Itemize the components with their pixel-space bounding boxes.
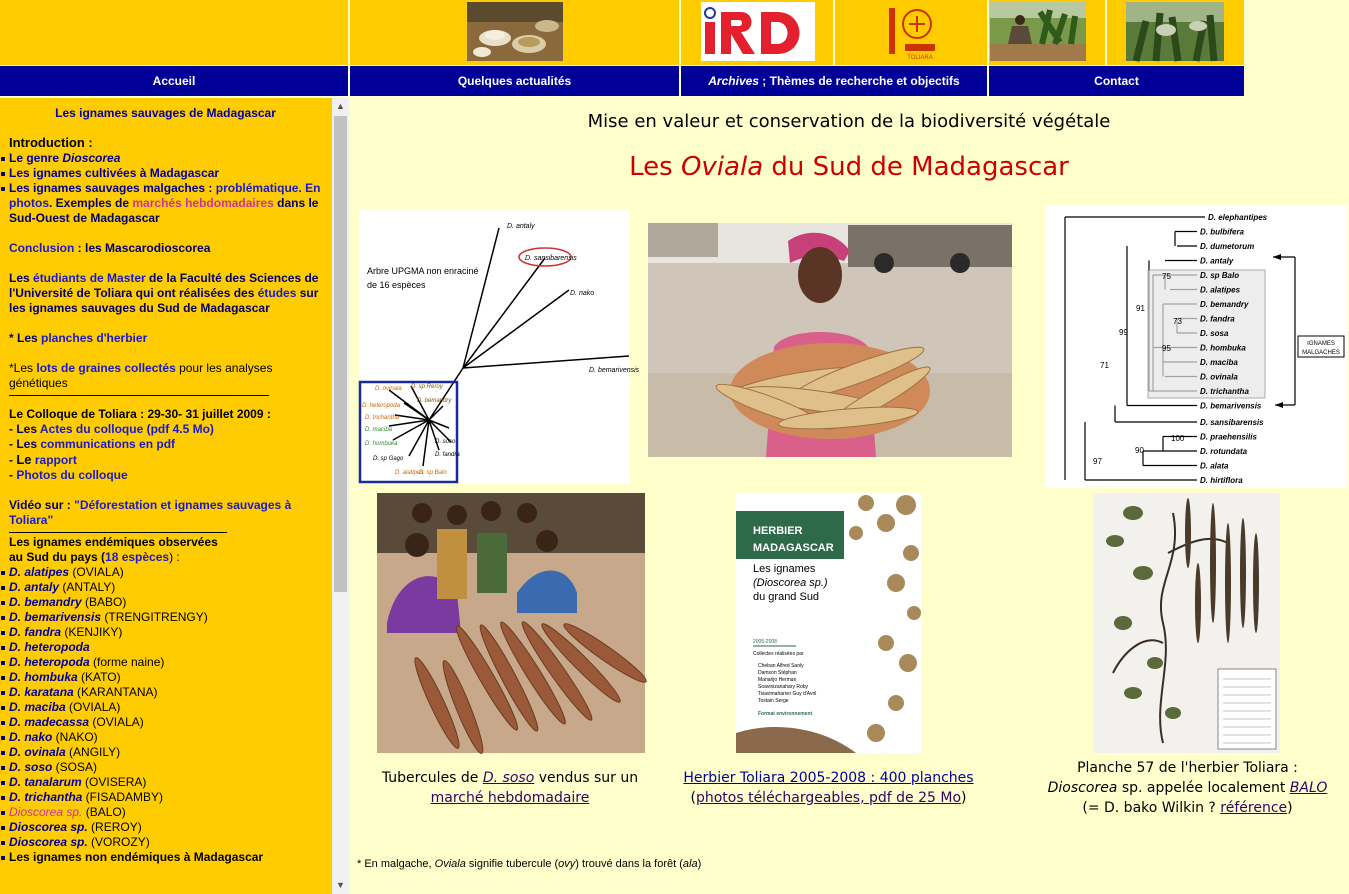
book-name: Tostain Serge xyxy=(758,698,789,704)
upgma-caption: Arbre UPGMA non enraciné xyxy=(367,266,479,276)
book-name: Manarijo Herman xyxy=(758,677,797,683)
species-local-name: (OVISERA) xyxy=(81,775,147,789)
colloque-comms[interactable] xyxy=(9,437,332,452)
herbier-link[interactable]: planches d'herbier xyxy=(41,331,148,345)
species-name[interactable]: D. tanalarum xyxy=(9,775,82,789)
scroll-down-icon[interactable]: ▼ xyxy=(336,880,345,890)
book-name: Tsiavimaharivo Guy d'Avril xyxy=(758,691,817,697)
bootstrap-label: 71 xyxy=(1100,361,1109,370)
nav-archives-italic: Archives xyxy=(708,74,759,88)
footnote-text: signifie tubercule ( xyxy=(465,858,559,870)
species-name[interactable]: D. trichantha xyxy=(9,790,83,804)
colloque-rapport[interactable] xyxy=(9,452,332,468)
title-oviala: Oviala xyxy=(680,152,764,182)
species-item[interactable] xyxy=(9,745,332,760)
reference-link[interactable]: référence xyxy=(1220,800,1288,816)
cladogram-figure[interactable] xyxy=(1045,205,1347,488)
photos-pdf-link[interactable]: photos téléchargeables, pdf de 25 Mo xyxy=(695,790,962,806)
clado-taxon: D. sansibarensis xyxy=(1200,418,1264,427)
top-banner xyxy=(0,0,1347,65)
page-subtitle: Mise en valeur et conservation de la biodiversité végétale xyxy=(587,111,1111,132)
book-format: Format environnement xyxy=(758,711,813,717)
species-item[interactable] xyxy=(9,580,332,595)
genus-name: Dioscorea xyxy=(62,151,121,165)
species-item[interactable] xyxy=(9,715,332,730)
footnote-text: Oviala xyxy=(434,858,466,870)
clado-taxon: D. elephantipes xyxy=(1208,213,1268,222)
colloque-dash: - Les xyxy=(9,422,40,436)
upgma-box-label: D. hombuka xyxy=(365,441,398,447)
upgma-box-label: D. trichantha xyxy=(365,415,400,421)
rapport-link[interactable]: rapport xyxy=(31,453,77,467)
species-item[interactable] xyxy=(9,625,332,640)
herbier-toliara-link[interactable]: Herbier Toliara 2005-2008 : 400 planches xyxy=(683,770,974,786)
species-item[interactable] xyxy=(9,700,332,715)
caption-text: sp. appelée localement xyxy=(1117,780,1290,796)
species-local-name: (ANTALY) xyxy=(59,580,116,594)
students-text-3: sur les ignames sauvages du Sud de Madagascar xyxy=(9,286,319,315)
toliara-logo[interactable] xyxy=(885,2,941,61)
banner-blank-cell xyxy=(0,0,348,65)
students-text: Les xyxy=(9,271,34,285)
balo-link[interactable]: BALO xyxy=(1289,780,1328,796)
upgma-box-label: D. alatipes xyxy=(395,470,424,476)
soso-link[interactable]: D. soso xyxy=(482,770,535,786)
species-local-name: (FISADAMBY) xyxy=(82,790,164,804)
clado-taxon: D. fandra xyxy=(1200,314,1235,324)
clado-taxon: D. alata xyxy=(1200,461,1229,471)
colloque-dash: - xyxy=(9,453,17,467)
species-list xyxy=(9,565,332,850)
clado-taxon: D. rotundata xyxy=(1200,447,1248,456)
video-line[interactable] xyxy=(9,498,332,528)
caption-text: ( xyxy=(690,790,696,806)
species-item[interactable] xyxy=(9,730,332,745)
species-local-name: (SOSA) xyxy=(52,760,98,774)
nav-archives-label: ; Thèmes de recherche et objectifs xyxy=(758,74,960,88)
book-title: HERBIER xyxy=(753,525,803,537)
species-item[interactable] xyxy=(9,805,332,820)
market-tubers-photo[interactable] xyxy=(377,493,645,753)
sidebar-item-problem[interactable] xyxy=(9,181,332,226)
species-item[interactable] xyxy=(9,610,332,625)
title-part: du Sud de Madagascar xyxy=(763,152,1069,182)
book-subtitle: (Dioscorea sp.) xyxy=(753,577,828,589)
caption-text: vendus sur un xyxy=(534,770,639,786)
bootstrap-label: 99 xyxy=(1119,328,1128,337)
bootstrap-label: 91 xyxy=(1136,304,1145,313)
species-name[interactable]: D. bemarivensis xyxy=(9,610,102,624)
caption-planche xyxy=(1040,758,1335,818)
species-name[interactable]: Dioscorea sp. xyxy=(9,820,88,834)
page-title xyxy=(349,152,1349,182)
herbier-book-cover[interactable] xyxy=(736,493,921,753)
clado-taxon: D. sosa xyxy=(1200,329,1229,338)
sidebar-item-genus[interactable] xyxy=(9,151,332,166)
clado-taxon: D. trichantha xyxy=(1200,387,1249,396)
clado-taxon: D. alatipes xyxy=(1200,285,1241,295)
actes-link[interactable]: Actes du colloque xyxy=(39,422,144,436)
species-local-name: (ANGILY) xyxy=(65,745,121,759)
problem-text: Les ignames sauvages malgaches : xyxy=(9,181,216,195)
species-local-name: (NAKO) xyxy=(52,730,98,744)
species-local-name: (KATO) xyxy=(77,670,121,684)
footnote xyxy=(357,858,701,870)
upgma-caption: de 16 espèces xyxy=(367,280,426,290)
upgma-box-label: D. fandra xyxy=(435,452,460,458)
species-item[interactable] xyxy=(9,595,332,610)
caption-text: Dioscorea xyxy=(1047,780,1118,796)
seeds-text-2: pour les analyses génétiques xyxy=(9,361,273,390)
nav-news-label: Quelques actualités xyxy=(457,74,572,88)
caption-text: Planche 57 de l'herbier Toliara : xyxy=(1077,760,1298,776)
upgma-box-label: D. sp Reroy xyxy=(411,384,443,390)
students-link[interactable]: étudiants de Master xyxy=(33,271,146,285)
book-subtitle: du grand Sud xyxy=(753,591,820,603)
svg-text:TOLIARA: TOLIARA xyxy=(907,55,933,61)
nav-home[interactable] xyxy=(0,66,348,96)
species-name[interactable]: D. karatana xyxy=(9,685,74,699)
bootstrap-label: 100 xyxy=(1171,434,1185,443)
caption-text: ) xyxy=(961,790,967,806)
nav-contact-label: Contact xyxy=(1094,74,1139,88)
book-name: Soavinizanahary Roby xyxy=(758,684,809,690)
problem-link[interactable]: problématique. En photos xyxy=(9,181,321,210)
intro-heading: Introduction : xyxy=(9,135,93,150)
video-label: Vidéo sur : xyxy=(9,498,75,512)
students-paragraph xyxy=(9,271,332,316)
upgma-box-label: D. sp Gago xyxy=(373,456,404,462)
bootstrap-label: 95 xyxy=(1162,344,1171,353)
upgma-tree-figure[interactable] xyxy=(359,210,640,484)
conclusion-line[interactable] xyxy=(9,241,332,256)
sidebar xyxy=(0,98,332,894)
herbarium-sheet-photo[interactable] xyxy=(1093,493,1280,753)
upgma-label: D. antaly xyxy=(507,223,535,230)
photos-link[interactable]: Photos du colloque xyxy=(16,468,128,482)
clado-taxon: D. maciba xyxy=(1200,358,1238,367)
species-local-name: (OVIALA) xyxy=(65,700,121,714)
species-name[interactable]: D. heteropoda xyxy=(9,655,90,669)
species-name[interactable]: Dioscorea sp. xyxy=(9,835,88,849)
species-local-name: (KARANTANA) xyxy=(73,685,158,699)
species-item[interactable] xyxy=(9,835,332,850)
caption-text: Tubercules de xyxy=(381,770,483,786)
scroll-up-icon[interactable]: ▲ xyxy=(336,101,345,111)
video-link[interactable]: "Déforestation et ignames sauvages à Toliara" xyxy=(9,498,292,527)
endemic-heading: Les ignames endémiques observées xyxy=(9,535,218,549)
clado-taxon: D. bulbifera xyxy=(1200,227,1245,237)
clado-taxon: D. dumetorum xyxy=(1200,242,1255,251)
seeds-text: *Les xyxy=(9,361,37,375)
herbier-text: * Les xyxy=(9,331,42,345)
species-item[interactable] xyxy=(9,775,332,790)
clado-taxon: D. hombuka xyxy=(1200,343,1246,353)
sidebar-divider xyxy=(9,395,269,396)
clado-group-label: IGNAMES xyxy=(1307,341,1335,347)
species-name[interactable]: D. ovinala xyxy=(9,745,66,759)
footnote-text: ) trouvé dans la forêt ( xyxy=(575,858,683,870)
genus-label: Le genre xyxy=(9,151,63,165)
species-item[interactable] xyxy=(9,790,332,805)
colloque-photos[interactable] xyxy=(9,468,332,483)
upgma-box-label: D. sp Balo xyxy=(419,470,447,476)
species-local-name: (KENJIKY) xyxy=(61,625,123,639)
species-local-name: (OVIALA) xyxy=(69,565,124,579)
footnote-text: ovy xyxy=(558,858,576,870)
studies-link[interactable]: études xyxy=(257,286,297,300)
species-name[interactable]: D. fandra xyxy=(9,625,62,639)
clado-taxon: D. praehensilis xyxy=(1200,432,1257,442)
species-item[interactable] xyxy=(9,565,332,580)
banner-cell xyxy=(350,0,679,65)
markets-link[interactable]: marchés hebdomadaires xyxy=(132,196,274,210)
banner-cell xyxy=(835,0,987,65)
actes-size: (pdf 4.5 Mo) xyxy=(143,422,214,436)
clado-taxon: D. bemandry xyxy=(1200,300,1249,309)
banner-cell xyxy=(989,0,1105,65)
species-item[interactable] xyxy=(9,820,332,835)
upgma-label: D. sansibarensis xyxy=(525,255,577,262)
herbier-line[interactable] xyxy=(9,331,332,346)
sidebar-title: Les ignames sauvages de Madagascar xyxy=(55,106,276,120)
seeds-link[interactable]: lots de graines collectés xyxy=(36,361,176,375)
ird-logo[interactable] xyxy=(701,2,815,61)
book-subtitle: Les ignames xyxy=(753,563,816,575)
conclusion-link[interactable]: Conclusion xyxy=(9,241,75,255)
market-link[interactable]: marché hebdomadaire xyxy=(430,790,590,806)
species-name[interactable]: D. alatipes xyxy=(9,565,70,579)
sidebar-divider xyxy=(9,532,227,533)
species-name[interactable]: D. hombuka xyxy=(9,670,78,684)
sidebar-scrollbar[interactable] xyxy=(332,98,349,894)
species-local-name: (TRENGITRENGY) xyxy=(101,610,208,624)
colloque-actes[interactable] xyxy=(9,422,332,437)
colloque-title: Le Colloque de Toliara : 29-30- 31 juillet 2009 : xyxy=(9,407,271,421)
species-item[interactable] xyxy=(9,655,332,670)
footnote-text: ) xyxy=(697,858,702,870)
upgma-label: D. bemarivensis xyxy=(589,367,640,374)
footnote-text: * En malgache, xyxy=(357,858,435,870)
field-worker-photo xyxy=(990,2,1086,61)
nav-news[interactable] xyxy=(350,66,679,96)
colloque-dash: - xyxy=(9,468,17,482)
species-local-name: (OVIALA) xyxy=(89,715,144,729)
clado-taxon: D. bemarivensis xyxy=(1200,401,1262,411)
nav-archives[interactable] xyxy=(681,66,987,96)
bootstrap-label: 90 xyxy=(1135,446,1144,455)
girl-with-tubers-photo[interactable] xyxy=(648,223,1012,457)
species-local-name: (forme naine) xyxy=(89,655,165,669)
banner-cell xyxy=(1107,0,1244,65)
species-local-name: (VOROZY) xyxy=(87,835,150,849)
caption-text: (= D. bako Wilkin ? xyxy=(1082,800,1221,816)
species-local-name: (BABO) xyxy=(81,595,127,609)
colloque-dash: - Les xyxy=(9,437,41,451)
problem-text-3: dans le Sud-Ouest de Madagascar xyxy=(9,196,319,225)
upgma-box-label: D. ovinala xyxy=(375,386,402,392)
banner-cell xyxy=(681,0,833,65)
species-item[interactable] xyxy=(9,640,332,655)
scrollbar-thumb[interactable] xyxy=(334,116,347,592)
rapport-le: Le xyxy=(16,452,32,467)
caption-market xyxy=(370,768,650,808)
book-years: 2005-2008 xyxy=(753,639,777,645)
species-name[interactable]: D. antaly xyxy=(9,580,60,594)
caption-herbier xyxy=(670,768,987,808)
upgma-label: D. nako xyxy=(570,290,595,297)
endemic-text: au Sud du pays ( xyxy=(9,550,106,564)
bootstrap-label: 73 xyxy=(1173,317,1182,326)
nav-home-label: Accueil xyxy=(152,74,196,88)
caption-text: ) xyxy=(1287,800,1293,816)
upgma-box-label: D. maciba xyxy=(365,427,393,433)
endemic-number: 18 espèces xyxy=(105,550,170,564)
problem-text-2: . Exemples de xyxy=(49,196,133,210)
bootstrap-label: 75 xyxy=(1162,272,1171,281)
book-name: Cheban Alfred Saoly xyxy=(758,663,804,669)
species-item[interactable] xyxy=(9,760,332,775)
species-item[interactable] xyxy=(9,685,332,700)
upgma-box-label: D. bemandry xyxy=(417,398,452,404)
plant-photo xyxy=(1126,2,1224,61)
species-local-name: (BALO) xyxy=(82,805,126,819)
seeds-line xyxy=(9,361,332,391)
clado-taxon: D. ovinala xyxy=(1200,372,1238,382)
book-collect: Collectes réalisées par xyxy=(753,651,804,657)
species-name[interactable]: D. madecassa xyxy=(9,715,90,729)
book-title: MADAGASCAR xyxy=(753,542,834,554)
comms-link[interactable]: communications en pdf xyxy=(40,437,176,451)
species-name[interactable]: D. soso xyxy=(9,760,53,774)
species-name[interactable]: D. bemandry xyxy=(9,595,82,609)
sidebar-item-cultivated[interactable]: Les ignames cultivées à Madagascar xyxy=(9,166,332,181)
upgma-box-label: D. soso xyxy=(435,439,456,445)
clado-taxon: D. sp Balo xyxy=(1200,271,1240,280)
sidebar-item-nonendemic[interactable]: Les ignames non endémiques à Madagascar xyxy=(9,850,332,865)
species-item[interactable] xyxy=(9,670,332,685)
clado-group-label: MALGACHES xyxy=(1302,350,1340,356)
species-name[interactable]: D. nako xyxy=(9,730,53,744)
species-name[interactable]: Dioscorea sp. xyxy=(9,805,83,819)
species-name[interactable]: D. maciba xyxy=(9,700,66,714)
endemic-end: ) : xyxy=(169,550,180,564)
title-part: Les xyxy=(629,152,681,182)
footnote-text: ala xyxy=(682,858,698,870)
conclusion-text: : les Mascarodioscorea xyxy=(74,241,211,255)
clado-taxon: D. hirtiflora xyxy=(1200,476,1243,485)
book-name: Damson Stéphan xyxy=(758,670,797,676)
food-bowls-photo xyxy=(467,2,563,61)
species-name[interactable]: D. heteropoda xyxy=(9,640,90,654)
clado-taxon: D. antaly xyxy=(1200,256,1234,266)
nav-contact[interactable] xyxy=(989,66,1244,96)
species-local-name: (REROY) xyxy=(87,820,142,834)
students-text-2: de la Faculté des Sciences de l'Université de Toliara qui ont réalisées des xyxy=(9,271,319,300)
bootstrap-label: 97 xyxy=(1093,457,1102,466)
endemic-count xyxy=(9,550,332,565)
upgma-box-label: D. heteropoda xyxy=(362,403,401,409)
